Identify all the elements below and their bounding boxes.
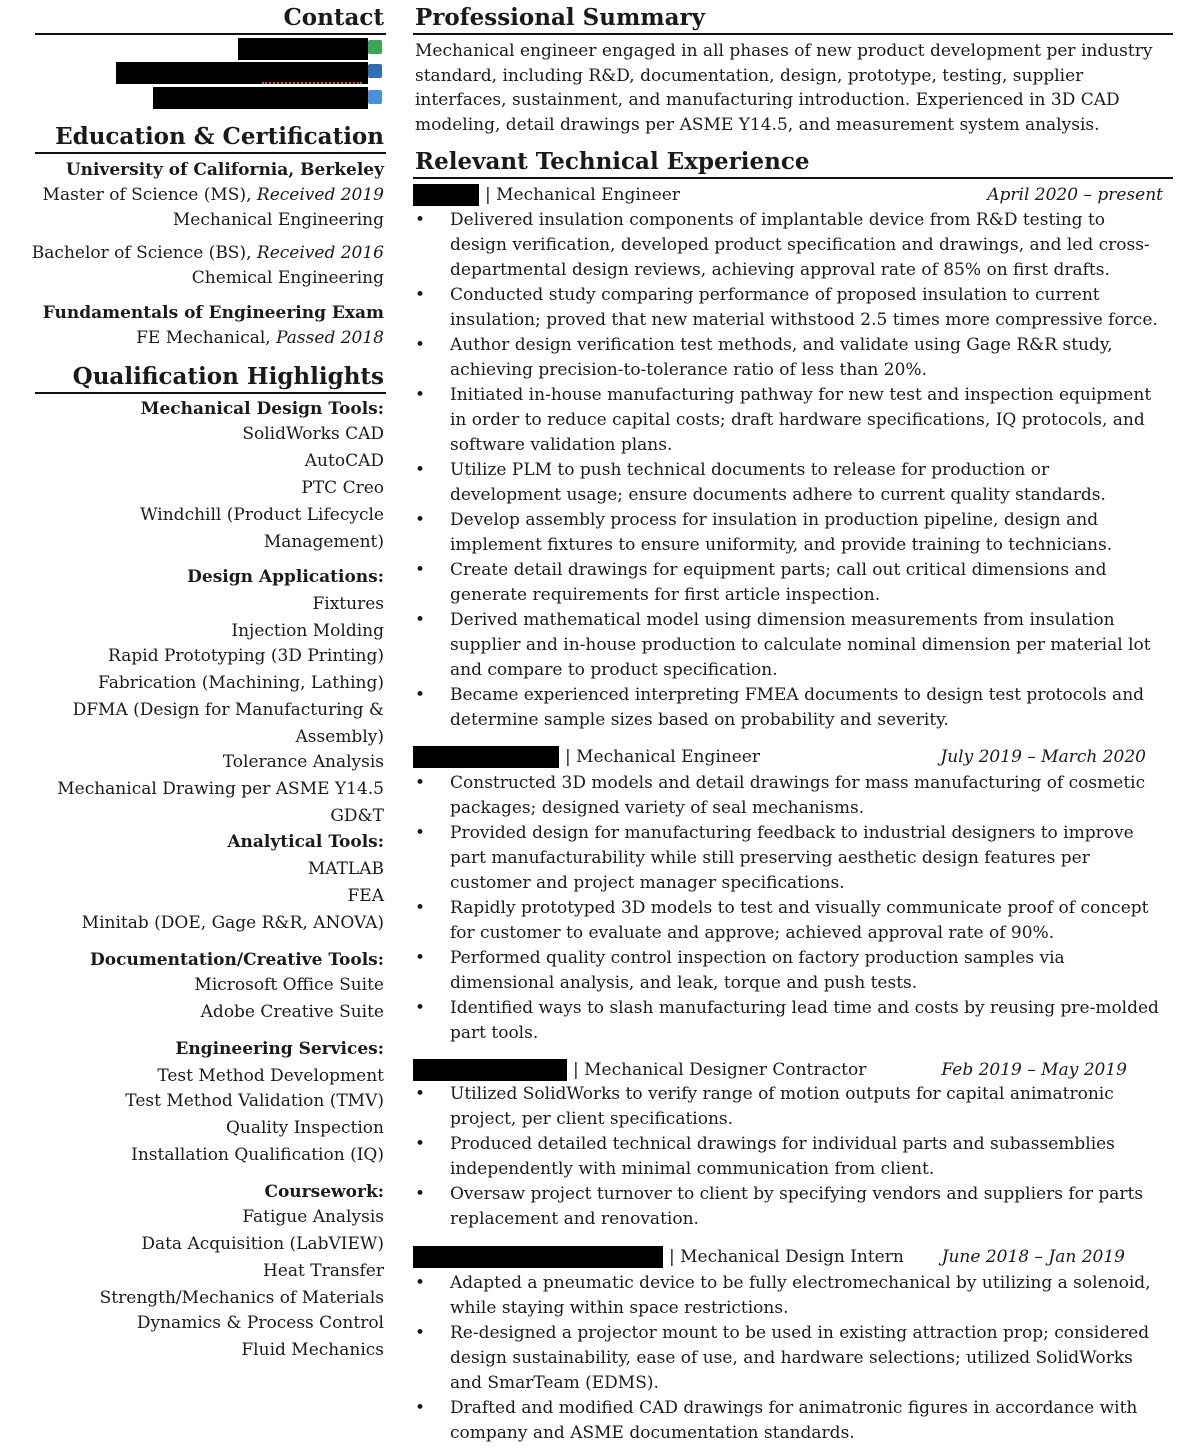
summary-text — [415, 39, 1165, 137]
bs-major: Chemical Engineering — [191, 268, 384, 288]
list-item: Microsoft Office Suite — [194, 975, 384, 995]
job-role: | Mechanical Engineer — [485, 185, 680, 205]
bullet-item: • Provided design for manufacturing feedback to industrial designers to improve part manufacturability while still preserving aesthetic design features per customer and project manager specifications. — [413, 821, 1168, 896]
list-item: Injection Molding — [231, 621, 384, 641]
list-item: Windchill (Product Lifecycle — [140, 505, 384, 525]
redacted-company — [413, 746, 559, 768]
bullet-item: • Rapidly prototyped 3D models to test and visually communicate proof of concept for customer to evaluate and approve; achieved approval rate of 90%. — [413, 896, 1168, 946]
bullet-item: • Develop assembly process for insulation in production pipeline, design and implement fixtures to ensure uniformity, and provide training to technicians. — [413, 508, 1168, 558]
bullet-item: • Adapted a pneumatic device to be fully electromechanical by utilizing a solenoid, while staying within space restrictions. — [413, 1271, 1168, 1321]
job-dates: April 2020 – present — [987, 185, 1163, 205]
list-item: Dynamics & Process Control — [136, 1313, 384, 1333]
job-dates: Feb 2019 – May 2019 — [941, 1060, 1127, 1080]
list-item: Quality Inspection — [225, 1118, 384, 1138]
bs-degree: Bachelor of Science (BS), Received 2016 — [31, 243, 384, 263]
redacted-phone — [238, 38, 368, 60]
bullet-item: • Initiated in-house manufacturing pathway for new test and inspection equipment in order to reduce capital costs; draft hardware specifications, IQ protocols, and software validation plans. — [413, 383, 1168, 458]
job-bullets — [413, 1271, 1168, 1446]
list-item: FEA — [347, 886, 384, 906]
qualifications-heading: Qualification Highlights — [72, 363, 384, 390]
bullet-item: • Re-designed a projector mount to be used in existing attraction prop; considered design sustainability, ease of use, and hardware selections; utilized SolidWorks and SmarTeam (EDMS). — [413, 1321, 1168, 1396]
bullet-item: • Performed quality control inspection on factory production samples via dimensional analysis, and leak, torque and push tests. — [413, 946, 1168, 996]
list-item: Heat Transfer — [262, 1261, 384, 1281]
design-apps-heading: Design Applications: — [187, 567, 384, 587]
ms-degree: Master of Science (MS), Received 2019 — [42, 185, 384, 205]
email-icon — [368, 90, 382, 104]
redacted-company — [413, 1246, 663, 1268]
list-item: SolidWorks CAD — [242, 424, 384, 444]
experience-heading: Relevant Technical Experience — [415, 148, 810, 175]
job-role: | Mechanical Engineer — [565, 747, 760, 767]
bullet-item: • Delivered insulation components of implantable device from R&D testing to design verification, developed product specification and drawings, and led cross- departmental design reviews, achieving approval rate of 85% on first drafts. — [413, 208, 1168, 283]
bullet-item: • Utilize PLM to push technical documents to release for production or development usage; ensure documents adhere to current quality standards. — [413, 458, 1168, 508]
bullet-item: • Identified ways to slash manufacturing lead time and costs by reusing pre-molded part tools. — [413, 996, 1168, 1046]
left-column — [0, 0, 386, 1453]
job-header — [413, 1059, 866, 1081]
services-heading: Engineering Services: — [175, 1039, 384, 1059]
analytical-heading: Analytical Tools: — [227, 832, 384, 852]
list-item: Assembly) — [295, 727, 384, 747]
job-header — [413, 746, 760, 768]
bullet-item: • Drafted and modified CAD drawings for animatronic figures in accordance with company and ASME documentation standards. — [413, 1396, 1168, 1446]
bullet-item: • Constructed 3D models and detail drawings for mass manufacturing of cosmetic packages; designed variety of seal mechanisms. — [413, 771, 1168, 821]
job-header — [413, 184, 680, 206]
list-item: Tolerance Analysis — [222, 752, 384, 772]
experience-divider — [413, 177, 1173, 179]
qualifications-divider — [35, 392, 386, 394]
list-item: GD&T — [330, 806, 384, 826]
job-role: | Mechanical Design Intern — [669, 1247, 904, 1267]
contact-divider — [35, 33, 386, 35]
mech-tools-heading: Mechanical Design Tools: — [140, 399, 384, 419]
bullet-item: • Conducted study comparing performance of proposed insulation to current insulation; proved that new material withstood 2.5 times more compressive force. — [413, 283, 1168, 333]
summary-line: modeling, detail drawings per ASME Y14.5, and measurement system analysis. — [415, 114, 1100, 135]
list-item: Fatigue Analysis — [242, 1207, 384, 1227]
list-item: Installation Qualification (IQ) — [131, 1145, 384, 1165]
linkedin-icon — [368, 64, 382, 78]
list-item: Data Acquisition (LabVIEW) — [141, 1234, 384, 1254]
bullet-item: • Produced detailed technical drawings for individual parts and subassemblies independently with minimal communication from client. — [413, 1132, 1168, 1182]
summary-line: interfaces, sustainment, and manufacturing introduction. Experienced in 3D CAD — [415, 90, 1120, 111]
list-item: Mechanical Drawing per ASME Y14.5 — [57, 779, 384, 799]
list-item: Management) — [263, 532, 384, 552]
coursework-heading: Coursework: — [264, 1182, 384, 1202]
list-item: Minitab (DOE, Gage R&R, ANOVA) — [81, 913, 384, 933]
phone-icon — [368, 40, 382, 54]
contact-heading: Contact — [283, 4, 384, 31]
list-item: PTC Creo — [301, 478, 384, 498]
bullet-item: • Author design verification test methods, and validate using Gage R&R study, achieving precision-to-tolerance ratio of less than 20%. — [413, 333, 1168, 383]
list-item: AutoCAD — [304, 451, 384, 471]
job-bullets — [413, 1082, 1168, 1232]
job-bullets — [413, 771, 1168, 1046]
list-item: Adobe Creative Suite — [200, 1002, 384, 1022]
summary-line: standard, including R&D, documentation, design, prototype, testing, supplier — [415, 65, 1084, 86]
job-role: | Mechanical Designer Contractor — [573, 1060, 867, 1080]
list-item: DFMA (Design for Manufacturing & — [72, 700, 384, 720]
summary-heading: Professional Summary — [415, 4, 706, 31]
documentation-heading: Documentation/Creative Tools: — [90, 950, 384, 970]
list-item: Test Method Development — [157, 1066, 384, 1086]
fe-exam-detail: FE Mechanical, Passed 2018 — [136, 328, 384, 348]
bullet-item: • Utilized SolidWorks to verify range of motion outputs for capital animatronic project, per client specifications. — [413, 1082, 1168, 1132]
right-column — [413, 0, 1173, 1453]
job-dates: June 2018 – Jan 2019 — [941, 1247, 1125, 1267]
list-item: Test Method Validation (TMV) — [125, 1091, 384, 1111]
redacted-company — [413, 184, 479, 206]
school-name: University of California, Berkeley — [65, 160, 384, 180]
spellcheck-underline — [262, 76, 362, 84]
redacted-email — [153, 87, 368, 109]
list-item: Fixtures — [312, 594, 384, 614]
summary-divider — [413, 33, 1173, 35]
job-bullets — [413, 208, 1168, 733]
job-dates: July 2019 – March 2020 — [940, 747, 1146, 767]
bullet-item: • Became experienced interpreting FMEA documents to design test protocols and determine sample sizes based on probability and severity. — [413, 683, 1168, 733]
ms-major: Mechanical Engineering — [172, 210, 384, 230]
list-item: Fluid Mechanics — [241, 1340, 384, 1360]
fe-exam-title: Fundamentals of Engineering Exam — [42, 303, 384, 323]
redacted-company — [413, 1059, 567, 1081]
job-header — [413, 1246, 904, 1268]
education-divider — [35, 152, 386, 154]
bullet-item: • Derived mathematical model using dimension measurements from insulation supplier and in-house production to calculate nominal dimension per material lot and compare to product specification. — [413, 608, 1168, 683]
list-item: MATLAB — [307, 859, 384, 879]
bullet-item: • Oversaw project turnover to client by specifying vendors and suppliers for parts replacement and renovation. — [413, 1182, 1168, 1232]
list-item: Rapid Prototyping (3D Printing) — [108, 646, 384, 666]
bullet-item: • Create detail drawings for equipment parts; call out critical dimensions and generate requirements for first article inspection. — [413, 558, 1168, 608]
summary-line: Mechanical engineer engaged in all phases of new product development per industry — [415, 41, 1153, 61]
list-item: Fabrication (Machining, Lathing) — [98, 673, 384, 693]
education-heading: Education & Certification — [55, 123, 384, 150]
list-item: Strength/Mechanics of Materials — [99, 1288, 384, 1308]
